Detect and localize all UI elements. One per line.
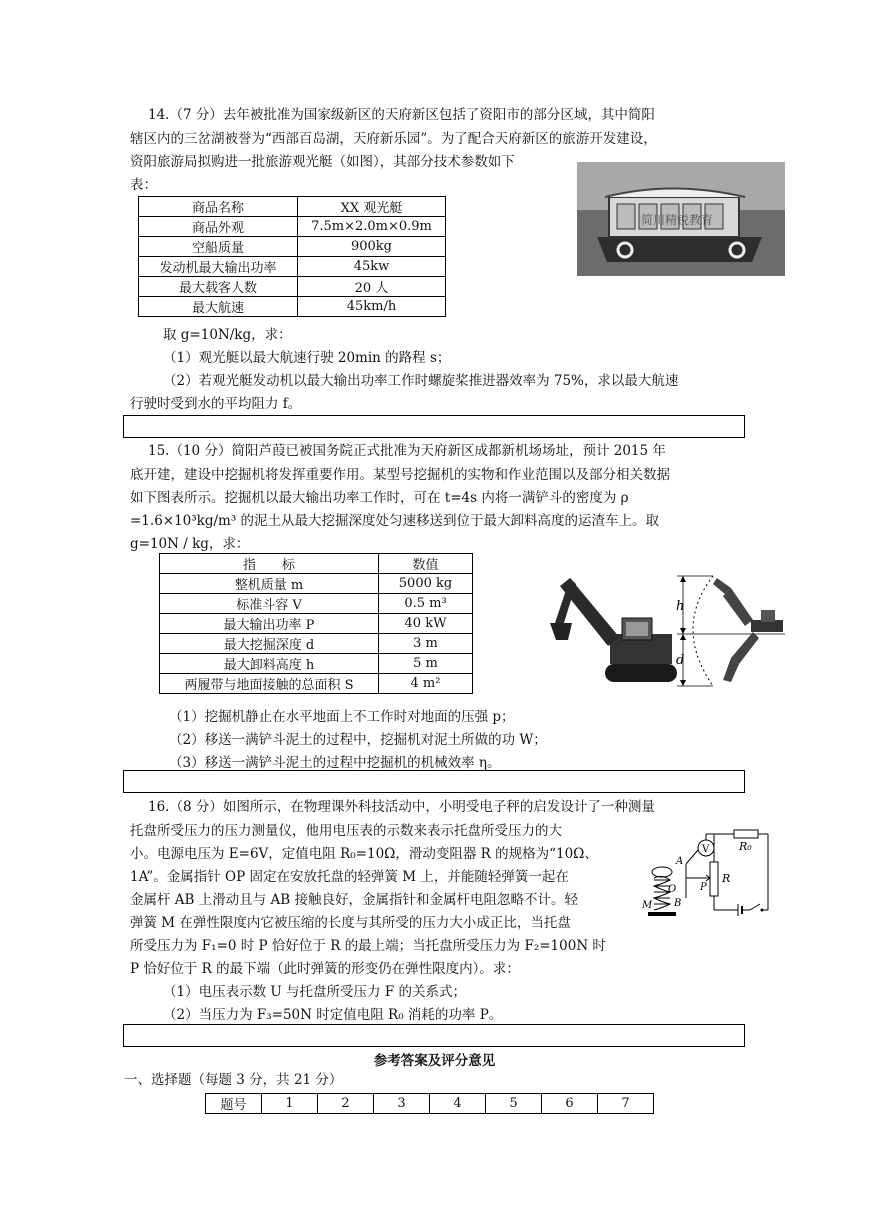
q15-spec-table — [159, 553, 473, 694]
q15-line-2: 底开建，建设中挖掘机将发挥重要作用。某型号挖掘机的实物和作业范围以及部分相关数据 — [130, 467, 670, 483]
q14-answer-box[interactable] — [123, 415, 745, 438]
p-label: P — [700, 882, 707, 893]
answers-title: 参考答案及评分意见 — [373, 1053, 496, 1069]
q16-line-1: 16.（8 分）如图所示，在物理课外科技活动中，小明受电子秤的启发设计了一种测量 — [148, 799, 655, 815]
table-row: 标准斗容 V 0.5 m³ — [160, 594, 473, 614]
q14-spec-table — [138, 196, 446, 317]
q15-line-3: 如下图表所示。挖掘机以最大输出功率工作时，可在 t=4s 内将一满铲斗的密度为 ρ — [130, 490, 629, 506]
q16-question-2: （2）当压力为 F₃=50N 时定值电阻 R₀ 消耗的功率 P。 — [163, 1007, 503, 1023]
q15-line-5: g=10N / kg，求： — [130, 536, 250, 552]
q16-line-5: 金属杆 AB 上滑动且与 AB 接触良好，金属指针和金属杆电阻忽略不计。轻 — [130, 892, 579, 908]
boat-photo — [577, 162, 785, 276]
q15-question-3: （3）移送一满铲斗泥土的过程中挖掘机的机械效率 η。 — [169, 755, 501, 771]
table-row: 商品外观 7.5m×2.0m×0.9m — [139, 217, 446, 237]
a-label: A — [676, 856, 684, 867]
table-row: 题号 1 2 3 4 5 6 7 — [206, 1094, 654, 1114]
b-label: B — [674, 898, 682, 909]
d-label: d — [676, 653, 685, 668]
table-row: 空船质量 900kg — [139, 237, 446, 257]
q14-question-2: （2）若观光艇发动机以最大输出功率工作时螺旋桨推进器效率为 75%，求以最大航速 — [163, 373, 679, 389]
q15-question-2: （2）移送一满铲斗泥土的过程中，挖掘机对泥土所做的功 W； — [169, 732, 547, 748]
q14-question-2-cont: 行驶时受到水的平均阻力 f。 — [130, 396, 302, 412]
r-label: R — [722, 872, 731, 885]
table-row: 指 标 数值 — [160, 554, 473, 574]
q16-line-4: 1A”。金属指针 OP 固定在安放托盘的轻弹簧 M 上，并能随轻弹簧一起在 — [130, 869, 569, 885]
q16-line-2: 托盘所受压力的压力测量仪，他用电压表的示数来表示托盘所受压力的大 — [130, 823, 562, 839]
m-label: M — [642, 900, 653, 911]
excavator-photo — [530, 568, 678, 690]
q15-line-4: =1.6×10³kg/m³ 的泥土从最大挖掘深度处匀速移送到位于最大卸料高度的运渣车上。取 — [130, 513, 660, 529]
q14-line-3: 资阳旅游局拟购进一批旅游观光艇（如图），其部分技术参数如下 — [130, 154, 515, 170]
q16-answer-box[interactable] — [123, 1024, 745, 1047]
q15-answer-box[interactable] — [123, 770, 745, 793]
q14-question-1: （1）观光艇以最大航速行驶 20min 的路程 s； — [163, 350, 451, 366]
q16-line-3: 小。电源电压为 E=6V，定值电阻 R₀=10Ω，滑动变阻器 R 的规格为“10Ω、 — [130, 846, 598, 862]
table-row: 最大卸料高度 h 5 m — [160, 654, 473, 674]
answer-table — [205, 1093, 654, 1114]
work-range-diagram — [673, 568, 785, 690]
h-label: h — [676, 599, 685, 614]
q15-line-1: 15.（10 分）简阳芦葭已被国务院正式批准为天府新区成都新机场场址，预计 2015 年 — [148, 443, 666, 459]
q14-line-1: 14.（7 分）去年被批准为国家级新区的天府新区包括了资阳市的部分区域，其中简阳 — [148, 107, 655, 123]
q14-given: 取 g=10N/kg，求： — [163, 327, 292, 343]
q16-line-8: P 恰好位于 R 的最下端（此时弹簧的形变仍在弹性限度内）。求： — [130, 961, 520, 977]
voltmeter-label: V — [702, 844, 710, 855]
table-row: 两履带与地面接触的总面积 S 4 m² — [160, 674, 473, 694]
table-row: 最大航速 45km/h — [139, 297, 446, 317]
q14-line-4: 表： — [130, 177, 157, 193]
table-row: 整机质量 m 5000 kg — [160, 574, 473, 594]
photo-watermark: 简川精锐教育 — [640, 213, 714, 227]
answers-section-heading: 一、选择题（每题 3 分，共 21 分） — [124, 1072, 343, 1088]
q14-line-2: 辖区内的三岔湖被誉为“西部百岛湖，天府新乐园”。为了配合天府新区的旅游开发建设， — [130, 131, 657, 147]
q15-question-1: （1）挖掘机静止在水平地面上不工作时对地面的压强 p； — [169, 709, 515, 725]
o-label: O — [668, 884, 677, 895]
table-row: 最大挖掘深度 d 3 m — [160, 634, 473, 654]
table-row: 发动机最大输出功率 45kw — [139, 257, 446, 277]
q16-question-1: （1）电压表示数 U 与托盘所受压力 F 的关系式； — [163, 984, 466, 1000]
table-row: 商品名称 XX 观光艇 — [139, 197, 446, 217]
q16-line-7: 所受压力为 F₁=0 时 P 恰好位于 R 的最上端；当托盘所受压力为 F₂=100N 时 — [130, 938, 606, 954]
table-row: 最大输出功率 P 40 kW — [160, 614, 473, 634]
q16-line-6: 弹簧 M 在弹性限度内它被压缩的长度与其所受的压力大小成正比，当托盘 — [130, 915, 571, 931]
table-row: 最大载客人数 20 人 — [139, 277, 446, 297]
r0-label: R₀ — [739, 840, 752, 853]
circuit-diagram — [642, 828, 774, 934]
